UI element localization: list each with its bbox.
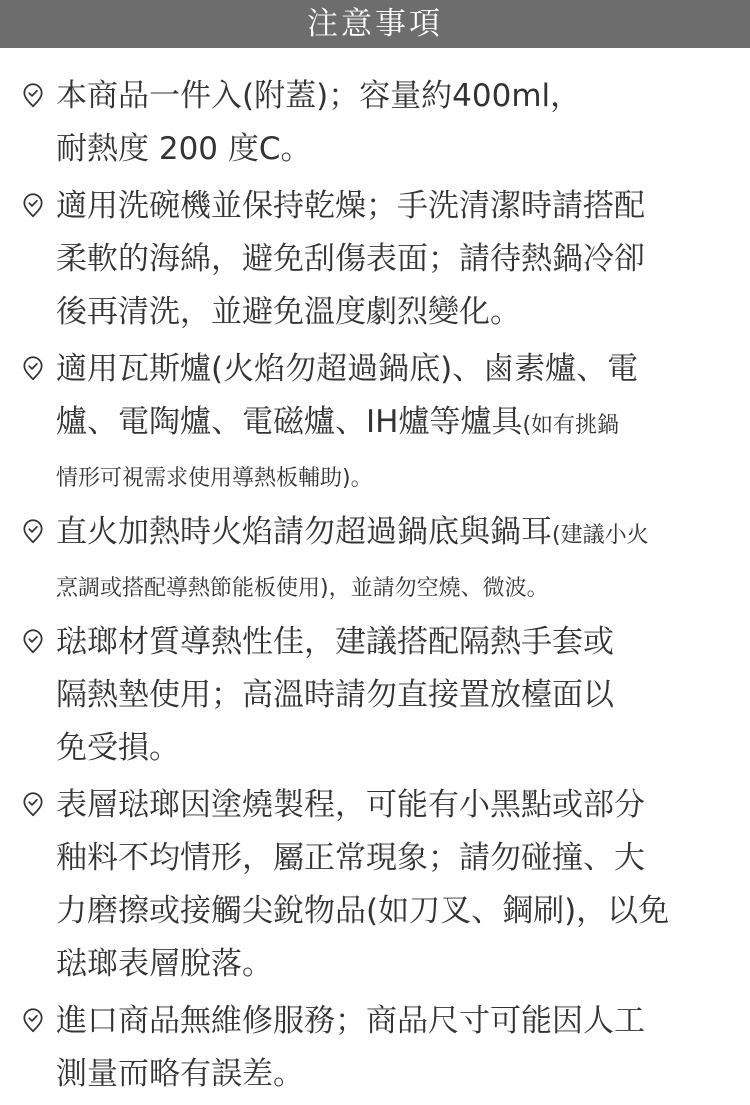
note-small-text: (建議小火 [552,523,649,548]
note-line [56,559,730,612]
note-line [56,343,730,396]
note-item [0,70,750,176]
note-line [56,506,730,559]
map-pin-outline-icon [20,792,46,818]
note-text: 隔熱墊使用；高溫時請勿直接置放檯面以 [56,677,614,713]
caution-notes-list [0,70,750,1105]
note-line [56,233,730,286]
note-text: 適用瓦斯爐(火焰勿超過鍋底)、鹵素爐、電 [56,351,639,387]
map-pin-outline-icon [20,83,46,109]
map-pin-outline-icon [20,356,46,382]
note-line [56,995,730,1048]
note-item [0,616,750,775]
note-text: 進口商品無維修服務；商品尺寸可能因人工 [56,1003,645,1039]
note-line [56,180,730,233]
note-line [56,779,730,832]
note-text: 釉料不均情形，屬正常現象；請勿碰撞、大 [56,840,645,876]
note-text: 琺瑯材質導熱性佳，建議搭配隔熱手套或 [56,624,614,660]
note-text: 柔軟的海綿，避免刮傷表面；請待熱鍋冷卻 [56,241,645,277]
note-text: 耐熱度 200 度C。 [56,131,312,167]
note-line [56,669,730,722]
note-line [56,70,730,123]
note-text: 爐、電陶爐、電磁爐、IH爐等爐具 [56,404,523,440]
map-pin-outline-icon [20,629,46,655]
note-line [56,123,730,176]
note-item [0,995,750,1101]
page-title: 注意事項 [307,6,443,42]
map-pin-outline-icon [20,519,46,545]
note-text: 琺瑯表層脫落。 [56,946,273,982]
note-item [0,180,750,339]
note-line [56,885,730,938]
map-pin-outline-icon [20,193,46,219]
note-line [56,449,730,502]
note-text: 直火加熱時火焰請勿超過鍋底與鍋耳 [56,514,552,550]
note-text: 本商品一件入(附蓋)；容量約400ml， [56,78,582,114]
note-line [56,722,730,775]
note-line [56,286,730,339]
note-text: 力磨擦或接觸尖銳物品(如刀叉、鋼刷)，以免 [56,893,670,929]
note-item [0,506,750,612]
note-line [56,616,730,669]
note-small-text: 情形可視需求使用導熱板輔助)。 [56,466,373,491]
note-line [56,1048,730,1101]
note-item [0,779,750,991]
note-small-text: (如有挑鍋 [522,413,620,438]
note-text: 適用洗碗機並保持乾燥；手洗清潔時請搭配 [56,188,645,224]
note-item [0,343,750,502]
note-line [56,396,730,449]
note-text: 測量而略有誤差。 [56,1056,304,1092]
map-pin-outline-icon [20,1008,46,1034]
note-text: 免受損。 [56,730,180,766]
note-text: 表層琺瑯因塗燒製程，可能有小黑點或部分 [56,787,645,823]
note-line [56,832,730,885]
note-small-text: 烹調或搭配導熱節能板使用)，並請勿空燒、微波。 [56,576,549,601]
note-text: 後再清洗，並避免溫度劇烈變化。 [56,294,521,330]
note-line [56,938,730,991]
